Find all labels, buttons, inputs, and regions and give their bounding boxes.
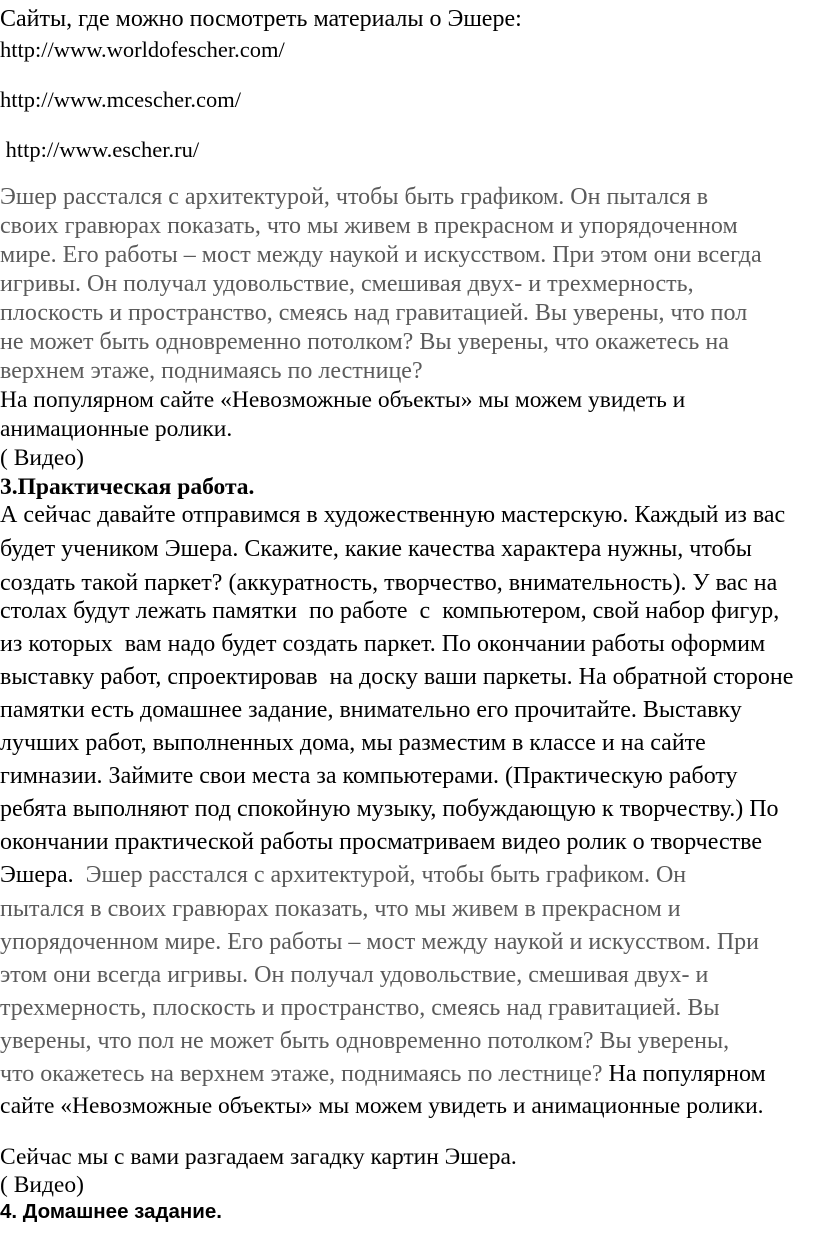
video-label: ( Видео) bbox=[0, 1172, 84, 1198]
video-label: ( Видео) bbox=[0, 445, 84, 471]
riddle-line: Сейчас мы с вами разгадаем загадку картин Эшера. bbox=[0, 1144, 517, 1170]
paragraph-line: трехмерность, плоскость и пространство, смеясь над гравитацией. Вы bbox=[0, 995, 720, 1021]
paragraph-line-mixed bbox=[0, 863, 686, 887]
sites-intro: Сайты, где можно посмотреть материалы о Эшере: bbox=[0, 6, 522, 32]
paragraph-line: А сейчас давайте отправимся в художественную мастерскую. Каждый из вас bbox=[0, 502, 786, 528]
paragraph-line: создать такой паркет? (аккуратность, творчество, внимательность). У вас на bbox=[0, 570, 778, 596]
text-black: На популярном bbox=[608, 1061, 766, 1087]
section-3-heading: 3.Практическая работа. bbox=[0, 474, 255, 500]
site-link-mcescher[interactable]: http://www.mcescher.com/ bbox=[0, 87, 241, 112]
paragraph-line: лучших работ, выполненных дома, мы разместим в классе и на сайте bbox=[0, 730, 706, 756]
paragraph-line: памятки есть домашнее задание, внимательно его прочитайте. Выставку bbox=[0, 697, 742, 723]
paragraph-line: мире. Его работы – мост между наукой и искусством. При этом они всегда bbox=[0, 242, 762, 268]
text-gray: что окажетесь на верхнем этаже, поднимаясь по лестнице? bbox=[0, 1061, 609, 1087]
popular-site-line: анимационные ролики. bbox=[0, 416, 233, 442]
paragraph-line: этом они всегда игривы. Он получал удовольствие, смешивая двух- и bbox=[0, 962, 709, 988]
paragraph-line: верхнем этаже, поднимаясь по лестнице? bbox=[0, 358, 423, 384]
paragraph-line: окончании практической работы просматриваем видео ролик о творчестве bbox=[0, 829, 762, 855]
paragraph-line: ребята выполняют под спокойную музыку, побуждающую к творчеству.) По bbox=[0, 796, 779, 822]
section-4-heading: 4. Домашнее задание. bbox=[0, 1200, 222, 1223]
paragraph-line: сайте «Невозможные объекты» мы можем увидеть и анимационные ролики. bbox=[0, 1093, 764, 1119]
paragraph-line: выставку работ, спроектировав на доску ваши паркеты. На обратной стороне bbox=[0, 664, 794, 690]
paragraph-line: столах будут лежать памятки по работе с компьютером, свой набор фигур, bbox=[0, 598, 780, 624]
site-link-worldofescher[interactable]: http://www.worldofescher.com/ bbox=[0, 37, 285, 62]
paragraph-line-mixed bbox=[0, 1062, 766, 1086]
paragraph-line: пытался в своих гравюрах показать, что мы живем в прекрасном и bbox=[0, 896, 681, 922]
paragraph-line: гимназии. Займите свои места за компьютерами. (Практическую работу bbox=[0, 763, 738, 789]
paragraph-line: не может быть одновременно потолком? Вы уверены, что окажетесь на bbox=[0, 329, 729, 355]
text-black: Эшера. bbox=[0, 862, 86, 888]
paragraph-line: Эшер расстался с архитектурой, чтобы быть графиком. Он пытался в bbox=[0, 184, 709, 210]
paragraph-line: своих гравюрах показать, что мы живем в прекрасном и упорядоченном bbox=[0, 213, 738, 239]
site-link-escher-ru[interactable]: http://www.escher.ru/ bbox=[0, 137, 200, 162]
text-gray: Эшер расстался с архитектурой, чтобы быть графиком. Он bbox=[85, 862, 687, 888]
paragraph-line: игривы. Он получал удовольствие, смешивая двух- и трехмерность, bbox=[0, 271, 694, 297]
paragraph-line: плоскость и пространство, смеясь над гравитацией. Вы уверены, что пол bbox=[0, 300, 748, 326]
paragraph-line: из которых вам надо будет создать паркет. По окончании работы оформим bbox=[0, 631, 766, 657]
paragraph-line: уверены, что пол не может быть одновременно потолком? Вы уверены, bbox=[0, 1028, 730, 1054]
popular-site-line: На популярном сайте «Невозможные объекты» мы можем увидеть и bbox=[0, 387, 686, 413]
paragraph-line: будет учеником Эшера. Скажите, какие качества характера нужны, чтобы bbox=[0, 536, 752, 562]
paragraph-line: упорядоченном мире. Его работы – мост между наукой и искусством. При bbox=[0, 929, 760, 955]
